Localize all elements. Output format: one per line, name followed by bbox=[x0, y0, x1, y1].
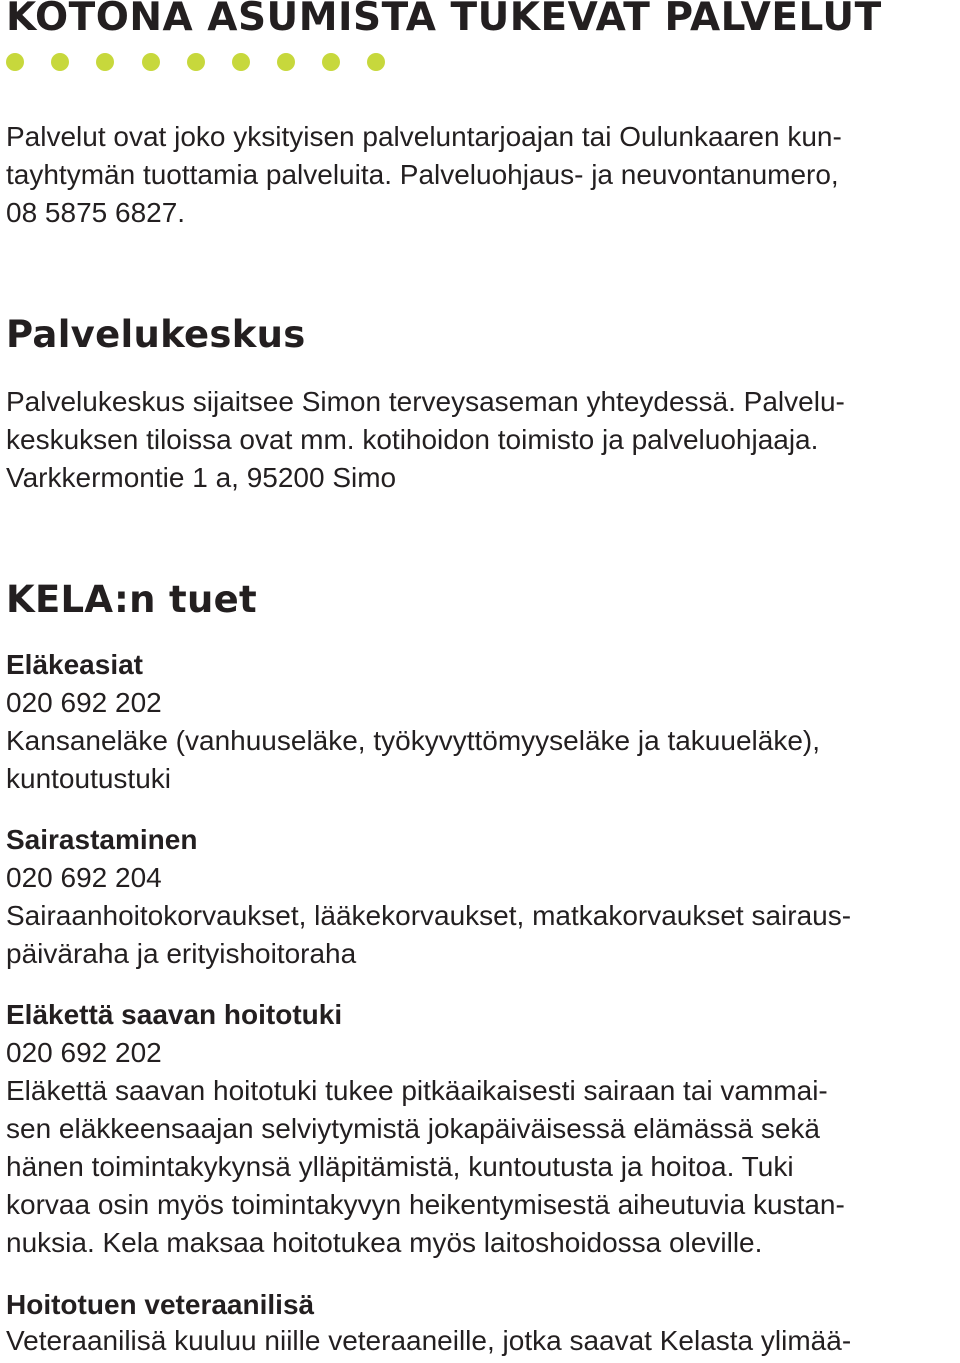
section-line: Sairaanhoitokorvaukset, lääkekorvaukset, matkakorvaukset sairaus- bbox=[6, 900, 852, 931]
section-line: päiväraha ja erityishoitoraha bbox=[6, 938, 357, 969]
section-line: korvaa osin myös toimintakyvyn heikentymisestä aiheutuvia kustan- bbox=[6, 1189, 845, 1220]
section-line: kuntoutustuki bbox=[6, 763, 171, 794]
palvelukeskus-line: Palvelukeskus sijaitsee Simon terveysaseman yhteydessä. Palvelu- bbox=[6, 386, 845, 417]
dot-icon bbox=[96, 53, 114, 71]
intro-line: Palvelut ovat joko yksityisen palveluntarjoajan tai Oulunkaaren kun- bbox=[6, 121, 842, 152]
section-line: sen eläkkeensaajan selviytymistä jokapäiväisessä elämässä sekä bbox=[6, 1113, 820, 1144]
section-title-hoitotuki: Eläkettä saavan hoitotuki bbox=[6, 999, 343, 1030]
section-title-veteraanilisa: Hoitotuen veteraanilisä bbox=[6, 1289, 315, 1320]
kela-heading: KELA:n tuet bbox=[6, 578, 257, 621]
section-title-sairastaminen: Sairastaminen bbox=[6, 824, 198, 855]
phone-number: 020 692 202 bbox=[6, 1037, 162, 1068]
dot-icon bbox=[322, 53, 340, 71]
section-line: Eläkettä saavan hoitotuki tukee pitkäaikaisesti sairaan tai vammai- bbox=[6, 1075, 828, 1106]
dot-icon bbox=[232, 53, 250, 71]
section-line: nuksia. Kela maksaa hoitotukea myös laitoshoidossa oleville. bbox=[6, 1227, 763, 1258]
section-line: Veteraanilisä kuuluu niille veteraaneille, jotka saavat Kelasta ylimää- bbox=[6, 1325, 852, 1356]
dot-icon bbox=[367, 53, 385, 71]
palvelukeskus-heading: Palvelukeskus bbox=[6, 313, 306, 356]
phone-number: 020 692 204 bbox=[6, 862, 162, 893]
dot-icon bbox=[142, 53, 160, 71]
intro-line: tayhtymän tuottamia palveluita. Palveluohjaus- ja neuvontanumero, bbox=[6, 159, 839, 190]
palvelukeskus-address: Varkkermontie 1 a, 95200 Simo bbox=[6, 462, 397, 493]
section-line: Kansaneläke (vanhuuseläke, työkyvyttömyyseläke ja takuueläke), bbox=[6, 725, 820, 756]
palvelukeskus-line: keskuksen tiloissa ovat mm. kotihoidon toimisto ja palveluohjaaja. bbox=[6, 424, 819, 455]
section-title-elakeasiat: Eläkeasiat bbox=[6, 649, 143, 680]
phone-number: 020 692 202 bbox=[6, 687, 162, 718]
dot-icon bbox=[6, 53, 24, 71]
page-title: KOTONA ASUMISTA TUKEVAT PALVELUT bbox=[6, 0, 882, 40]
dot-icon bbox=[277, 53, 295, 71]
section-line: hänen toimintakykynsä ylläpitämistä, kuntoutusta ja hoitoa. Tuki bbox=[6, 1151, 794, 1182]
dot-icon bbox=[187, 53, 205, 71]
dot-icon bbox=[51, 53, 69, 71]
intro-line: 08 5875 6827. bbox=[6, 197, 186, 228]
